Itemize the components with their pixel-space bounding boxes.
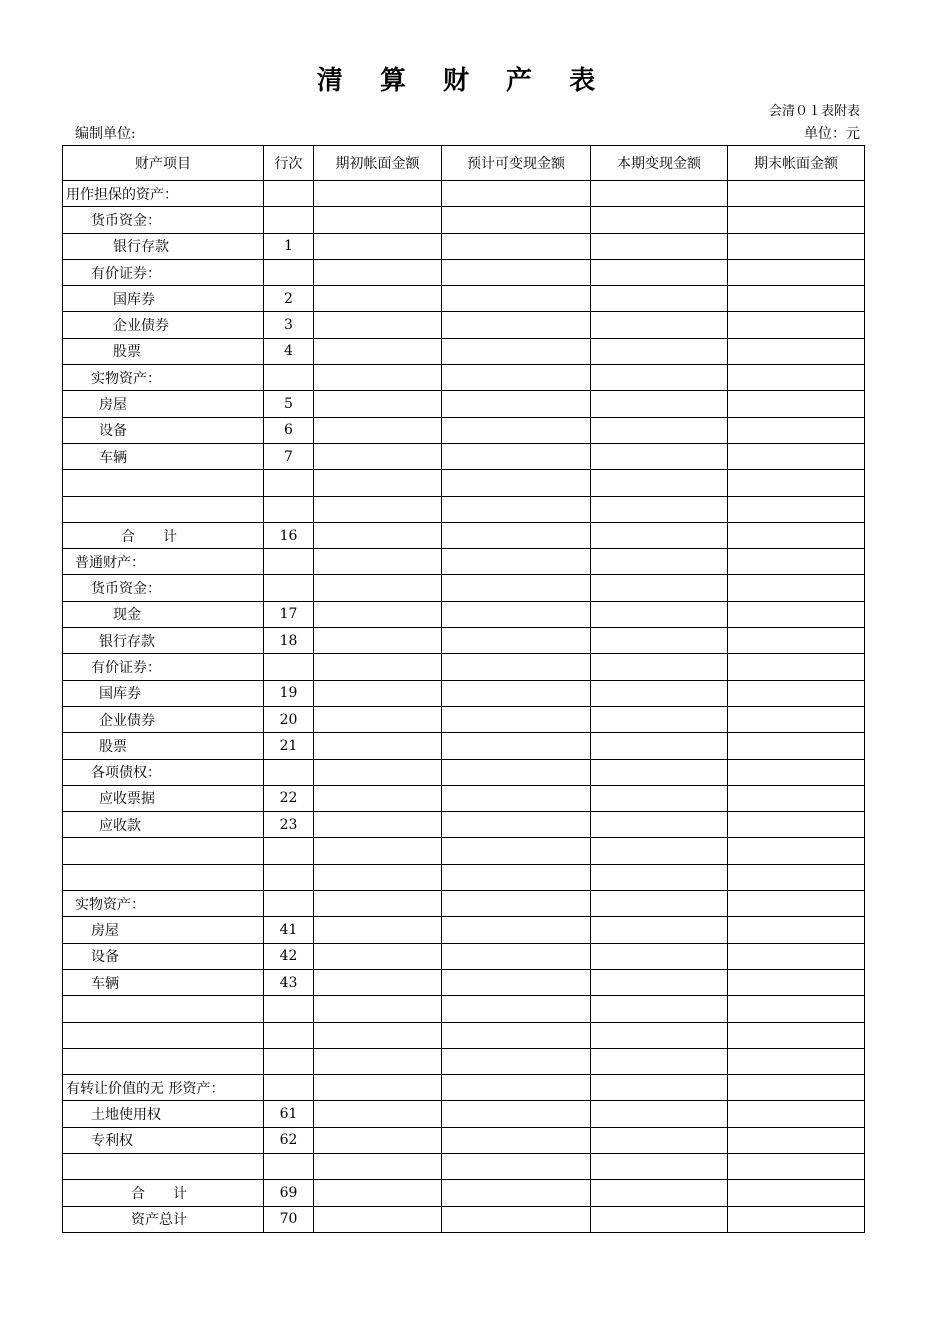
cell-row-number (264, 1153, 314, 1179)
cell-closing-book-value[interactable] (728, 1153, 865, 1179)
cell-estimated-realizable-value[interactable] (442, 575, 591, 601)
cell-row-number: 70 (264, 1206, 314, 1232)
table-row (63, 1127, 865, 1153)
cell-current-realized-amount[interactable] (591, 917, 728, 943)
cell-estimated-realizable-value[interactable] (442, 706, 591, 732)
cell-current-realized-amount[interactable] (591, 706, 728, 732)
page-title: 清 算 财 产 表 (316, 66, 610, 96)
table-row (63, 181, 865, 207)
cell-row-number: 62 (264, 1127, 314, 1153)
table-row (63, 443, 865, 469)
cell-current-realized-amount[interactable] (591, 864, 728, 890)
cell-current-realized-amount[interactable] (591, 417, 728, 443)
cell-item-name: 银行存款 (63, 233, 264, 259)
column-header-estimated-realizable-value: 预计可变现金额 (442, 146, 591, 181)
cell-current-realized-amount[interactable] (591, 996, 728, 1022)
cell-item-name: 车辆 (63, 443, 264, 469)
cell-closing-book-value[interactable] (728, 1075, 865, 1101)
cell-opening-book-value[interactable] (314, 785, 442, 811)
cell-estimated-realizable-value[interactable] (442, 969, 591, 995)
cell-opening-book-value[interactable] (314, 864, 442, 890)
cell-opening-book-value[interactable] (314, 181, 442, 207)
cell-row-number: 7 (264, 443, 314, 469)
cell-row-number (264, 575, 314, 601)
liquidation-property-table (62, 145, 865, 1233)
cell-row-number: 18 (264, 628, 314, 654)
cell-closing-book-value[interactable] (728, 181, 865, 207)
cell-item-name: 车辆 (63, 969, 264, 995)
table-row (63, 628, 865, 654)
table-row (63, 1180, 865, 1206)
cell-item-name: 企业债券 (63, 706, 264, 732)
cell-closing-book-value[interactable] (728, 417, 865, 443)
cell-item-name: 应收款 (63, 812, 264, 838)
table-row (63, 917, 865, 943)
cell-estimated-realizable-value[interactable] (442, 549, 591, 575)
cell-row-number (264, 259, 314, 285)
table-row (63, 391, 865, 417)
cell-current-realized-amount[interactable] (591, 259, 728, 285)
table-row (63, 338, 865, 364)
cell-opening-book-value[interactable] (314, 522, 442, 548)
cell-estimated-realizable-value[interactable] (442, 601, 591, 627)
cell-row-number (264, 891, 314, 917)
table-row (63, 759, 865, 785)
cell-estimated-realizable-value[interactable] (442, 917, 591, 943)
cell-opening-book-value[interactable] (314, 233, 442, 259)
cell-current-realized-amount[interactable] (591, 785, 728, 811)
cell-closing-book-value[interactable] (728, 1180, 865, 1206)
cell-opening-book-value[interactable] (314, 628, 442, 654)
cell-row-number (264, 365, 314, 391)
cell-item-name: 合 计 (63, 522, 264, 548)
cell-item-name (63, 496, 264, 522)
table-row (63, 1101, 865, 1127)
table-row (63, 259, 865, 285)
cell-opening-book-value[interactable] (314, 917, 442, 943)
cell-closing-book-value[interactable] (728, 628, 865, 654)
cell-estimated-realizable-value[interactable] (442, 286, 591, 312)
cell-item-name: 股票 (63, 338, 264, 364)
column-header-current-realized-amount: 本期变现金额 (591, 146, 728, 181)
cell-estimated-realizable-value[interactable] (442, 233, 591, 259)
cell-opening-book-value[interactable] (314, 943, 442, 969)
cell-item-name: 实物资产： (63, 365, 264, 391)
cell-closing-book-value[interactable] (728, 1101, 865, 1127)
cell-item-name: 设备 (63, 943, 264, 969)
cell-item-name: 国库券 (63, 286, 264, 312)
cell-closing-book-value[interactable] (728, 207, 865, 233)
cell-closing-book-value[interactable] (728, 601, 865, 627)
cell-item-name (63, 1022, 264, 1048)
cell-closing-book-value[interactable] (728, 286, 865, 312)
cell-item-name: 普通财产： (63, 549, 264, 575)
cell-row-number (264, 996, 314, 1022)
cell-closing-book-value[interactable] (728, 864, 865, 890)
cell-closing-book-value[interactable] (728, 470, 865, 496)
cell-estimated-realizable-value[interactable] (442, 312, 591, 338)
table-row (63, 1048, 865, 1074)
cell-item-name: 设备 (63, 417, 264, 443)
cell-closing-book-value[interactable] (728, 496, 865, 522)
cell-estimated-realizable-value[interactable] (442, 864, 591, 890)
cell-opening-book-value[interactable] (314, 891, 442, 917)
cell-item-name (63, 470, 264, 496)
cell-opening-book-value[interactable] (314, 391, 442, 417)
cell-row-number (264, 1075, 314, 1101)
cell-current-realized-amount[interactable] (591, 891, 728, 917)
cell-estimated-realizable-value[interactable] (442, 812, 591, 838)
cell-item-name: 合 计 (63, 1180, 264, 1206)
cell-closing-book-value[interactable] (728, 259, 865, 285)
cell-estimated-realizable-value[interactable] (442, 1180, 591, 1206)
cell-row-number (264, 759, 314, 785)
cell-current-realized-amount[interactable] (591, 496, 728, 522)
cell-item-name: 货币资金： (63, 207, 264, 233)
cell-item-name: 有价证券： (63, 654, 264, 680)
cell-item-name (63, 838, 264, 864)
cell-closing-book-value[interactable] (728, 996, 865, 1022)
cell-row-number (264, 181, 314, 207)
cell-estimated-realizable-value[interactable] (442, 1075, 591, 1101)
cell-closing-book-value[interactable] (728, 891, 865, 917)
cell-row-number: 41 (264, 917, 314, 943)
cell-estimated-realizable-value[interactable] (442, 654, 591, 680)
cell-current-realized-amount[interactable] (591, 391, 728, 417)
table-row (63, 969, 865, 995)
cell-item-name: 房屋 (63, 391, 264, 417)
cell-current-realized-amount[interactable] (591, 522, 728, 548)
cell-current-realized-amount[interactable] (591, 338, 728, 364)
cell-item-name (63, 1048, 264, 1074)
cell-row-number (264, 496, 314, 522)
cell-item-name: 各项债权： (63, 759, 264, 785)
cell-estimated-realizable-value[interactable] (442, 496, 591, 522)
cell-row-number: 17 (264, 601, 314, 627)
cell-current-realized-amount[interactable] (591, 1048, 728, 1074)
table-row (63, 864, 865, 890)
table-row (63, 654, 865, 680)
cell-estimated-realizable-value[interactable] (442, 680, 591, 706)
table-row (63, 207, 865, 233)
cell-closing-book-value[interactable] (728, 680, 865, 706)
cell-closing-book-value[interactable] (728, 838, 865, 864)
cell-current-realized-amount[interactable] (591, 233, 728, 259)
cell-closing-book-value[interactable] (728, 733, 865, 759)
cell-row-number: 5 (264, 391, 314, 417)
cell-estimated-realizable-value[interactable] (442, 522, 591, 548)
cell-estimated-realizable-value[interactable] (442, 733, 591, 759)
cell-item-name: 用作担保的资产： (63, 181, 264, 207)
cell-opening-book-value[interactable] (314, 969, 442, 995)
cell-closing-book-value[interactable] (728, 522, 865, 548)
cell-row-number (264, 470, 314, 496)
cell-estimated-realizable-value[interactable] (442, 391, 591, 417)
cell-opening-book-value[interactable] (314, 470, 442, 496)
cell-closing-book-value[interactable] (728, 1022, 865, 1048)
cell-opening-book-value[interactable] (314, 1153, 442, 1179)
cell-item-name (63, 1153, 264, 1179)
cell-item-name (63, 864, 264, 890)
cell-estimated-realizable-value[interactable] (442, 181, 591, 207)
cell-estimated-realizable-value[interactable] (442, 943, 591, 969)
cell-opening-book-value[interactable] (314, 812, 442, 838)
cell-row-number (264, 207, 314, 233)
cell-row-number (264, 864, 314, 890)
cell-opening-book-value[interactable] (314, 207, 442, 233)
cell-closing-book-value[interactable] (728, 443, 865, 469)
cell-current-realized-amount[interactable] (591, 601, 728, 627)
cell-row-number: 16 (264, 522, 314, 548)
table-row (63, 680, 865, 706)
cell-current-realized-amount[interactable] (591, 838, 728, 864)
cell-current-realized-amount[interactable] (591, 680, 728, 706)
cell-row-number (264, 1022, 314, 1048)
cell-closing-book-value[interactable] (728, 1206, 865, 1232)
table-row (63, 470, 865, 496)
cell-estimated-realizable-value[interactable] (442, 785, 591, 811)
cell-closing-book-value[interactable] (728, 706, 865, 732)
table-row (63, 733, 865, 759)
cell-current-realized-amount[interactable] (591, 443, 728, 469)
table-row (63, 286, 865, 312)
cell-current-realized-amount[interactable] (591, 549, 728, 575)
prepared-by-label: 编制单位: (75, 126, 136, 142)
cell-item-name: 应收票据 (63, 785, 264, 811)
column-header-closing-book-value: 期末帐面金额 (728, 146, 865, 181)
cell-current-realized-amount[interactable] (591, 312, 728, 338)
cell-closing-book-value[interactable] (728, 785, 865, 811)
cell-row-number: 22 (264, 785, 314, 811)
table-row (63, 891, 865, 917)
table-row (63, 312, 865, 338)
cell-opening-book-value[interactable] (314, 733, 442, 759)
cell-current-realized-amount[interactable] (591, 1153, 728, 1179)
cell-row-number: 20 (264, 706, 314, 732)
cell-opening-book-value[interactable] (314, 1075, 442, 1101)
cell-row-number: 69 (264, 1180, 314, 1206)
cell-opening-book-value[interactable] (314, 838, 442, 864)
table-row (63, 417, 865, 443)
cell-opening-book-value[interactable] (314, 759, 442, 785)
cell-row-number: 2 (264, 286, 314, 312)
cell-row-number: 43 (264, 969, 314, 995)
table-row (63, 943, 865, 969)
cell-current-realized-amount[interactable] (591, 628, 728, 654)
cell-row-number: 3 (264, 312, 314, 338)
table-row (63, 785, 865, 811)
cell-closing-book-value[interactable] (728, 1048, 865, 1074)
cell-item-name: 货币资金： (63, 575, 264, 601)
cell-current-realized-amount[interactable] (591, 1101, 728, 1127)
cell-current-realized-amount[interactable] (591, 1075, 728, 1101)
table-row (63, 1075, 865, 1101)
cell-current-realized-amount[interactable] (591, 733, 728, 759)
table-row (63, 996, 865, 1022)
cell-opening-book-value[interactable] (314, 601, 442, 627)
cell-item-name (63, 996, 264, 1022)
table-row (63, 812, 865, 838)
cell-current-realized-amount[interactable] (591, 1180, 728, 1206)
table-row (63, 575, 865, 601)
cell-row-number: 19 (264, 680, 314, 706)
cell-opening-book-value[interactable] (314, 496, 442, 522)
cell-opening-book-value[interactable] (314, 1101, 442, 1127)
table-row (63, 1153, 865, 1179)
table-row (63, 365, 865, 391)
table-row (63, 496, 865, 522)
cell-estimated-realizable-value[interactable] (442, 838, 591, 864)
cell-estimated-realizable-value[interactable] (442, 338, 591, 364)
cell-estimated-realizable-value[interactable] (442, 1153, 591, 1179)
cell-current-realized-amount[interactable] (591, 969, 728, 995)
cell-closing-book-value[interactable] (728, 391, 865, 417)
cell-row-number: 4 (264, 338, 314, 364)
cell-row-number: 61 (264, 1101, 314, 1127)
cell-row-number (264, 1048, 314, 1074)
cell-estimated-realizable-value[interactable] (442, 1048, 591, 1074)
cell-closing-book-value[interactable] (728, 365, 865, 391)
cell-item-name: 资产总计 (63, 1206, 264, 1232)
column-header-opening-book-value: 期初帐面金额 (314, 146, 442, 181)
cell-item-name: 有转让价值的无 形资产： (63, 1075, 264, 1101)
cell-item-name: 现金 (63, 601, 264, 627)
cell-item-name: 有价证券： (63, 259, 264, 285)
cell-closing-book-value[interactable] (728, 233, 865, 259)
cell-estimated-realizable-value[interactable] (442, 365, 591, 391)
cell-estimated-realizable-value[interactable] (442, 759, 591, 785)
cell-opening-book-value[interactable] (314, 706, 442, 732)
cell-current-realized-amount[interactable] (591, 365, 728, 391)
cell-opening-book-value[interactable] (314, 549, 442, 575)
cell-opening-book-value[interactable] (314, 338, 442, 364)
cell-opening-book-value[interactable] (314, 575, 442, 601)
cell-opening-book-value[interactable] (314, 680, 442, 706)
cell-estimated-realizable-value[interactable] (442, 1206, 591, 1232)
cell-estimated-realizable-value[interactable] (442, 259, 591, 285)
cell-row-number (264, 838, 314, 864)
cell-current-realized-amount[interactable] (591, 943, 728, 969)
cell-row-number: 42 (264, 943, 314, 969)
cell-estimated-realizable-value[interactable] (442, 443, 591, 469)
cell-row-number: 21 (264, 733, 314, 759)
cell-closing-book-value[interactable] (728, 943, 865, 969)
cell-current-realized-amount[interactable] (591, 181, 728, 207)
cell-current-realized-amount[interactable] (591, 286, 728, 312)
table-row (63, 706, 865, 732)
cell-closing-book-value[interactable] (728, 312, 865, 338)
cell-closing-book-value[interactable] (728, 917, 865, 943)
cell-current-realized-amount[interactable] (591, 812, 728, 838)
cell-estimated-realizable-value[interactable] (442, 891, 591, 917)
form-code: 会清０１表附表 (768, 104, 860, 119)
cell-current-realized-amount[interactable] (591, 1206, 728, 1232)
cell-opening-book-value[interactable] (314, 654, 442, 680)
cell-estimated-realizable-value[interactable] (442, 1101, 591, 1127)
table-row (63, 233, 865, 259)
cell-opening-book-value[interactable] (314, 1048, 442, 1074)
column-header-item: 财产项目 (63, 146, 264, 181)
cell-current-realized-amount[interactable] (591, 207, 728, 233)
cell-opening-book-value[interactable] (314, 259, 442, 285)
cell-opening-book-value[interactable] (314, 1127, 442, 1153)
cell-estimated-realizable-value[interactable] (442, 417, 591, 443)
table-row (63, 549, 865, 575)
cell-opening-book-value[interactable] (314, 443, 442, 469)
cell-current-realized-amount[interactable] (591, 654, 728, 680)
cell-row-number: 6 (264, 417, 314, 443)
cell-row-number (264, 654, 314, 680)
cell-current-realized-amount[interactable] (591, 1022, 728, 1048)
table-row (63, 522, 865, 548)
cell-current-realized-amount[interactable] (591, 1127, 728, 1153)
cell-closing-book-value[interactable] (728, 549, 865, 575)
cell-estimated-realizable-value[interactable] (442, 207, 591, 233)
cell-estimated-realizable-value[interactable] (442, 1127, 591, 1153)
cell-item-name: 房屋 (63, 917, 264, 943)
cell-item-name: 企业债券 (63, 312, 264, 338)
cell-item-name: 专利权 (63, 1127, 264, 1153)
cell-estimated-realizable-value[interactable] (442, 628, 591, 654)
cell-opening-book-value[interactable] (314, 1022, 442, 1048)
cell-current-realized-amount[interactable] (591, 575, 728, 601)
cell-item-name: 国库券 (63, 680, 264, 706)
cell-estimated-realizable-value[interactable] (442, 470, 591, 496)
cell-closing-book-value[interactable] (728, 759, 865, 785)
table-row (63, 1022, 865, 1048)
table-row (63, 1206, 865, 1232)
cell-opening-book-value[interactable] (314, 286, 442, 312)
cell-current-realized-amount[interactable] (591, 759, 728, 785)
cell-opening-book-value[interactable] (314, 996, 442, 1022)
cell-opening-book-value[interactable] (314, 1180, 442, 1206)
cell-closing-book-value[interactable] (728, 812, 865, 838)
cell-opening-book-value[interactable] (314, 312, 442, 338)
cell-closing-book-value[interactable] (728, 654, 865, 680)
cell-estimated-realizable-value[interactable] (442, 1022, 591, 1048)
table-row (63, 838, 865, 864)
cell-closing-book-value[interactable] (728, 1127, 865, 1153)
cell-item-name: 银行存款 (63, 628, 264, 654)
table-row (63, 601, 865, 627)
cell-row-number (264, 549, 314, 575)
unit-label: 单位：元 (804, 126, 860, 142)
cell-closing-book-value[interactable] (728, 575, 865, 601)
table-header-row (63, 146, 865, 181)
cell-row-number: 1 (264, 233, 314, 259)
cell-item-name: 股票 (63, 733, 264, 759)
cell-row-number: 23 (264, 812, 314, 838)
cell-item-name: 土地使用权 (63, 1101, 264, 1127)
cell-closing-book-value[interactable] (728, 338, 865, 364)
cell-opening-book-value[interactable] (314, 417, 442, 443)
column-header-row-number: 行次 (264, 146, 314, 181)
cell-closing-book-value[interactable] (728, 969, 865, 995)
cell-current-realized-amount[interactable] (591, 470, 728, 496)
cell-item-name: 实物资产： (63, 891, 264, 917)
cell-opening-book-value[interactable] (314, 1206, 442, 1232)
cell-estimated-realizable-value[interactable] (442, 996, 591, 1022)
cell-opening-book-value[interactable] (314, 365, 442, 391)
